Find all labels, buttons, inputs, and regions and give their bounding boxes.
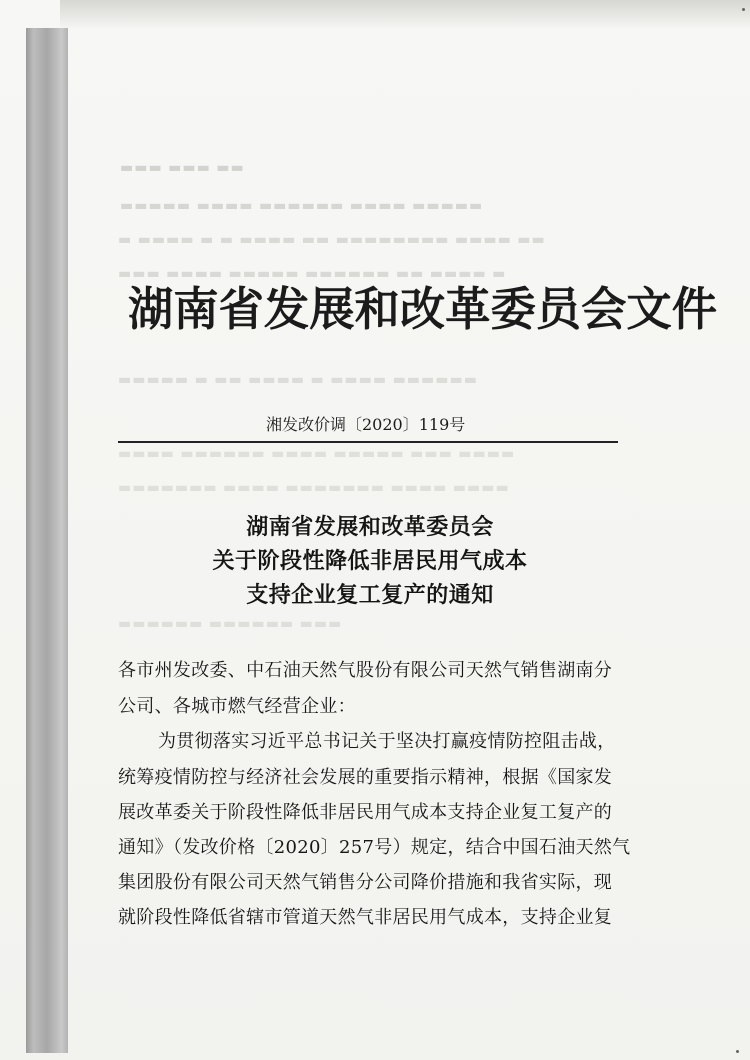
notice-title-line-3: 支持企业复工复产的通知 xyxy=(246,582,494,608)
notice-title-line-2: 关于阶段性降低非居民用气成本 xyxy=(212,548,528,574)
body-line-2: 统筹疫情防控与经济社会发展的重要指示精神，根据《国家发 xyxy=(118,767,613,788)
body-line-3: 展改革委关于阶段性降低非居民用气成本支持企业复工复产的 xyxy=(118,802,613,823)
body-line-1: 为贯彻落实习近平总书记关于坚决打赢疫情防控阻击战， xyxy=(158,731,616,752)
notice-title-line-1: 湖南省发展和改革委员会 xyxy=(246,514,494,540)
header-divider xyxy=(118,441,618,443)
scan-top-shadow xyxy=(60,0,750,30)
body-line-4: 通知》（发改价格〔2020〕257号）规定，结合中国石油天然气 xyxy=(118,837,631,858)
scan-edge-bar xyxy=(26,28,68,1053)
scan-speck xyxy=(736,1050,739,1053)
document-page: ▬▬▬ ▬▬▬ ▬▬ ▬▬▬▬▬ ▬▬▬▬ ▬▬▬▬▬▬ ▬▬▬▬ ▬▬▬▬▬ ▬ ▬▬▬▬ ▬ ▬ ▬▬▬▬ ▬▬ ▬▬▬▬▬▬▬▬ ▬▬▬▬ ▬▬ ▬▬▬ ▬▬▬▬ ▬▬▬▬▬ ▬▬▬▬▬▬ ▬▬ ▬▬▬▬ ▬ ▬▬▬▬▬ ▬ ▬▬ ▬▬▬▬ ▬ ▬▬▬▬ ▬▬▬▬▬▬ ▬▬▬▬ ▬▬▬▬▬▬ ▬▬▬▬ ▬▬▬▬▬ ▬▬▬ ▬▬▬▬ ▬▬▬▬▬▬▬ ▬▬▬▬ ▬▬▬▬▬▬▬ ▬▬▬▬ ▬▬▬▬ ▬▬▬▬▬▬ ▬▬▬▬▬▬ ▬▬▬ 湖南省发展和改革委员会文件 湘发改价调〔2020〕119号 湖南省发展和改革委员会 关于阶段性降低非居民用气成本 支持企业复工复产的通知 各市州发改委、中石油天然气股份有限公司天然气销售湖南分 公司、各城市燃气经营企业： 为贯彻落实习近平总书记关于坚决打赢疫情防控阻击战， 统筹疫情防控与经济社会发展的重要指示精神，根据《国家发 展改革委关于阶段性降低非居民用气成本支持企业复工复产的 通知》（发改价格〔2020〕257号）规定，结合中国石油天然气 集团股份有限公司天然气销售分公司降价措施和我省实际，现 就阶段性降低省辖市管道天然气非居民用气成本，支持企业复 xyxy=(0,0,750,1060)
document-number: 湘发改价调〔2020〕119号 xyxy=(266,415,466,434)
red-header-title: 湖南省发展和改革委员会文件 xyxy=(128,282,718,336)
scan-speck xyxy=(742,8,745,11)
recipients-line-2: 公司、各城市燃气经营企业： xyxy=(118,696,356,717)
body-line-5: 集团股份有限公司天然气销售分公司降价措施和我省实际，现 xyxy=(118,872,613,893)
recipients-line-1: 各市州发改委、中石油天然气股份有限公司天然气销售湖南分 xyxy=(118,660,613,681)
body-line-6: 就阶段性降低省辖市管道天然气非居民用气成本，支持企业复 xyxy=(118,907,613,928)
